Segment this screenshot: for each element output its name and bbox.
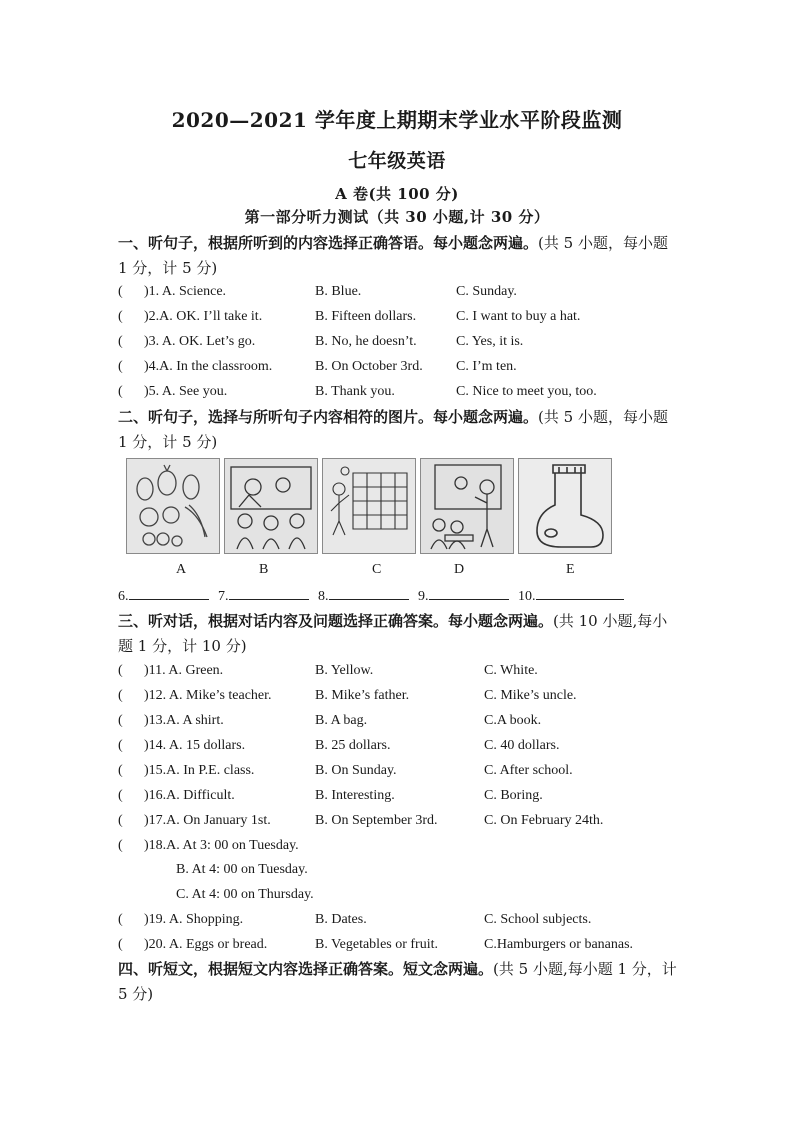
option-c: C. Yes, it is.: [456, 334, 524, 349]
option-b: B. Yellow.: [315, 663, 374, 678]
option-c: C. White.: [484, 663, 538, 678]
option-a: )19. A. Shopping.: [144, 912, 244, 927]
option-c: C. After school.: [484, 763, 573, 778]
option-c: C. On February 24th.: [484, 813, 604, 828]
option-a: )1. A. Science.: [144, 284, 227, 299]
answer-paren[interactable]: (: [118, 937, 123, 952]
option-b: B. No, he doesn’t.: [315, 334, 417, 349]
option-c: C.Hamburgers or bananas.: [484, 937, 634, 952]
answer-blank[interactable]: [229, 585, 309, 600]
option-c: C. I want to buy a hat.: [456, 309, 581, 324]
picture-label: E: [566, 562, 575, 577]
exam-subject: 七年级英语: [348, 150, 446, 172]
answer-blank[interactable]: [129, 585, 209, 600]
option-c: C. Mike’s uncle.: [484, 688, 577, 703]
answer-paren[interactable]: (: [118, 763, 123, 778]
section-4-instruction: 四、听短文，根据短文内容选择正确答案。短文念两遍。: [118, 960, 494, 978]
answer-blank[interactable]: [536, 585, 624, 600]
answer-paren[interactable]: (: [118, 309, 123, 324]
option-a: )18.A. At 3: 00 on Tuesday.: [144, 838, 299, 853]
section-2-scoring: (共 5 小题，每小题 1 分，计 5 分): [118, 408, 668, 451]
answer-paren[interactable]: (: [118, 912, 123, 927]
section-3-instruction: 三、听对话，根据对话内容及问题选择正确答案。每小题念两遍。: [118, 612, 554, 630]
option-c: C. School subjects.: [484, 912, 592, 927]
answer-paren[interactable]: (: [118, 663, 123, 678]
classroom-picture: [224, 458, 318, 554]
option-c: C. At 4: 00 on Thursday.: [176, 887, 314, 902]
option-a: )4.A. In the classroom.: [144, 359, 273, 374]
option-b: B. Vegetables or fruit.: [315, 937, 438, 952]
sock-picture: [518, 458, 612, 554]
option-b: B. Blue.: [315, 284, 362, 299]
answer-paren[interactable]: (: [118, 838, 123, 853]
answer-blank[interactable]: [429, 585, 509, 600]
option-c: C. Sunday.: [456, 284, 517, 299]
section-3-heading: [118, 609, 678, 659]
option-a: )20. A. Eggs or bread.: [144, 937, 268, 952]
section-4-scoring: (共 5 小题,每小题 1 分，计 5 分): [118, 960, 677, 1003]
answer-paren[interactable]: (: [118, 284, 123, 299]
blank-number: 8.: [318, 589, 329, 604]
option-b: B. On September 3rd.: [315, 813, 438, 828]
answer-paren[interactable]: (: [118, 713, 123, 728]
option-b: B. At 4: 00 on Tuesday.: [176, 862, 308, 877]
option-a: )13.A. A shirt.: [144, 713, 224, 728]
answer-paren[interactable]: (: [118, 688, 123, 703]
option-a: )12. A. Mike’s teacher.: [144, 688, 272, 703]
option-c: C. Nice to meet you, too.: [456, 384, 597, 399]
answer-paren[interactable]: (: [118, 334, 123, 349]
option-c: C.A book.: [484, 713, 542, 728]
exam-title: 2020—2021 学年度上期期末学业水平阶段监测: [171, 108, 623, 132]
section-1-instruction: 一、听句子，根据所听到的内容选择正确答语。每小题念两遍。: [118, 234, 539, 252]
option-b: B. On Sunday.: [315, 763, 397, 778]
section-1-heading: [118, 231, 678, 281]
section-2-heading: [118, 405, 678, 455]
blank-number: 6.: [118, 589, 129, 604]
volume-heading: A 卷(共 100 分): [335, 185, 459, 203]
option-a: )15.A. In P.E. class.: [144, 763, 255, 778]
blank-number: 7.: [218, 589, 229, 604]
option-c: C. 40 dollars.: [484, 738, 560, 753]
section-3-scoring: (共 10 小题,每小题 1 分，计 10 分): [118, 612, 668, 655]
option-a: )14. A. 15 dollars.: [144, 738, 246, 753]
option-a: )5. A. See you.: [144, 384, 228, 399]
option-b: B. A bag.: [315, 713, 368, 728]
option-c: C. I’m ten.: [456, 359, 517, 374]
picture-label: B: [259, 562, 269, 577]
option-b: B. On October 3rd.: [315, 359, 423, 374]
option-a: )16.A. Difficult.: [144, 788, 235, 803]
option-b: B. Interesting.: [315, 788, 395, 803]
fruits-picture: [126, 458, 220, 554]
sports-picture: [322, 458, 416, 554]
picture-label: A: [176, 562, 187, 577]
picture-labels: [118, 562, 618, 582]
answer-blanks: [118, 585, 678, 607]
option-b: B. Thank you.: [315, 384, 395, 399]
option-a: )11. A. Green.: [144, 663, 224, 678]
option-c: C. Boring.: [484, 788, 543, 803]
answer-paren[interactable]: (: [118, 384, 123, 399]
answer-paren[interactable]: (: [118, 788, 123, 803]
blank-number: 10.: [518, 589, 536, 604]
section-1-scoring: (共 5 小题，每小题 1 分，计 5 分): [118, 234, 668, 277]
part-heading: 第一部分听力测试（共 30 小题,计 30 分）: [244, 208, 550, 226]
blank-number: 9.: [418, 589, 429, 604]
teacher-picture: [420, 458, 514, 554]
answer-blank[interactable]: [329, 585, 409, 600]
picture-label: C: [372, 562, 382, 577]
option-b: B. Dates.: [315, 912, 367, 927]
answer-paren[interactable]: (: [118, 813, 123, 828]
option-a: )3. A. OK. Let’s go.: [144, 334, 256, 349]
option-b: B. Fifteen dollars.: [315, 309, 417, 324]
section-4-heading: [118, 957, 678, 1007]
option-b: B. 25 dollars.: [315, 738, 391, 753]
option-a: )17.A. On January 1st.: [144, 813, 271, 828]
option-a: )2.A. OK. I’ll take it.: [144, 309, 263, 324]
option-b: B. Mike’s father.: [315, 688, 410, 703]
answer-paren[interactable]: (: [118, 738, 123, 753]
picture-strip: [126, 458, 616, 554]
section-2-instruction: 二、听句子，选择与所听句子内容相符的图片。每小题念两遍。: [118, 408, 539, 426]
picture-label: D: [454, 562, 465, 577]
answer-paren[interactable]: (: [118, 359, 123, 374]
